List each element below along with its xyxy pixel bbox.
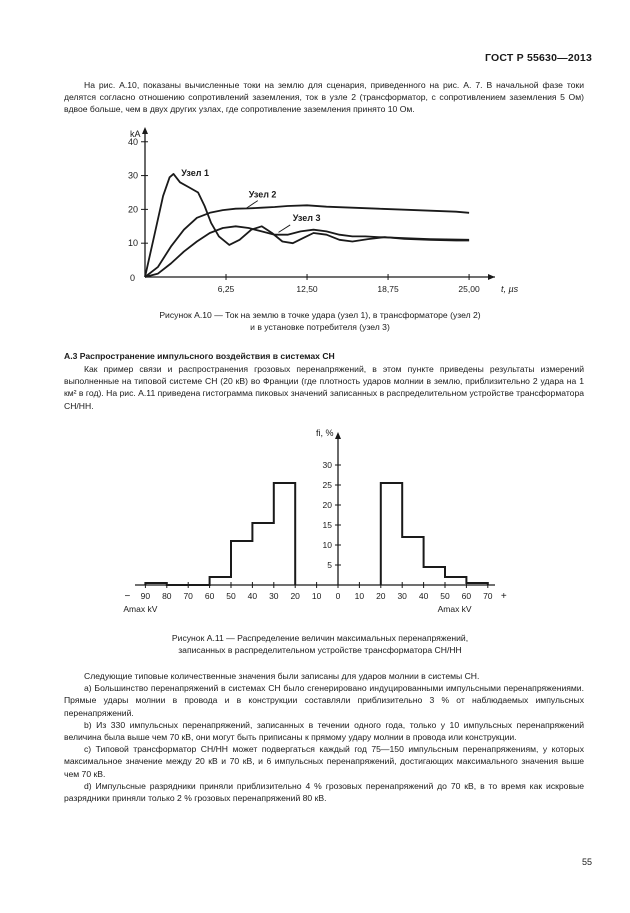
x-tick-label: 60 bbox=[204, 591, 215, 601]
legend-node2: Узел 2 bbox=[248, 189, 277, 200]
intro-paragraph bbox=[64, 79, 584, 116]
finding-item-d: d) Импульсные разрядники приняли приблизительно 4 % грозовых перенапряжений до 70 кВ, в то время как искровые разрядники приняли только 2 % грозовых перенапряжений 80 кВ. bbox=[64, 780, 584, 804]
y-tick-label: 10 bbox=[322, 540, 332, 550]
x-tick-label: 80 bbox=[162, 591, 172, 601]
y-axis-arrow bbox=[335, 432, 341, 439]
x-tick-label: 70 bbox=[483, 591, 493, 601]
y-tick-label: 30 bbox=[322, 460, 332, 470]
figure-a11-chart bbox=[110, 420, 510, 620]
x-tick-label: 10 bbox=[311, 591, 322, 601]
x-axis-label: t, µs bbox=[501, 284, 519, 294]
y-axis-label: fi, % bbox=[316, 428, 334, 438]
y-tick-label: 5 bbox=[327, 560, 332, 570]
section-paragraph bbox=[64, 363, 584, 412]
x-axis-label-left: Amax kV bbox=[123, 604, 158, 614]
figure-a11-caption bbox=[60, 632, 580, 656]
histogram-positive bbox=[381, 483, 488, 585]
x-sign-plus: + bbox=[500, 591, 507, 602]
x-tick-label: 70 bbox=[183, 591, 193, 601]
x-tick-label: 40 bbox=[247, 591, 258, 601]
node1-curve bbox=[145, 174, 469, 277]
x-tick-label: 12,50 bbox=[296, 284, 318, 294]
y-tick-label: 25 bbox=[322, 480, 332, 490]
node3-curve bbox=[145, 226, 469, 277]
x-tick-label: 60 bbox=[461, 591, 472, 601]
page-number: 55 bbox=[581, 857, 592, 867]
finding-item-b: b) Из 330 импульсных перенапряжений, записанных в течении одного года, только у 10 импульсных перенапряжений величина была выше чем 70 кВ, они могут быть приписаны к прямому удару молнии в провода или конструкции. bbox=[64, 719, 584, 743]
legend-node3: Узел 3 bbox=[292, 213, 321, 224]
intro-text: На рис. А.10, показаны вычисленные токи на землю для сценария, приведенного на рис. А. 7. В начальной фазе токи делятся согласно отношению сопротивлений заземления, ток в узле 2 (трансформатор, с сопротивлением заземления 5 Ом) вдвое больше, чем в двух других узлах, где сопротивление заземления принято 10 Ом. bbox=[64, 80, 584, 115]
x-tick-label: 50 bbox=[440, 591, 450, 601]
x-axis-arrow bbox=[488, 274, 495, 280]
section-heading: А.3 Распространение импульсного воздействия в системах СН bbox=[64, 351, 335, 361]
y-axis-label: kA bbox=[130, 129, 141, 139]
origin-label: 0 bbox=[129, 273, 135, 283]
y-axis-arrow bbox=[142, 127, 148, 134]
findings-intro: Следующие типовые количественные значения были записаны для ударов молнии в системы СН. bbox=[84, 671, 480, 681]
figure-a10-caption-line2: и в установке потребителя (узел 3) bbox=[250, 322, 390, 333]
legend-node3-leader bbox=[279, 225, 291, 232]
x-tick-label: 20 bbox=[376, 591, 386, 601]
y-tick-label: 20 bbox=[322, 500, 332, 510]
x-tick-label: 40 bbox=[418, 591, 429, 601]
finding-item-a: а) Большинство перенапряжений в системах СН было сгенерировано индуцированными импульсными перенапряжениями. Прямые удары молнии в провода и в конструкции составляли приблизительно 3 % от наблюдаемых импульсных перенапряжений. bbox=[64, 683, 584, 718]
figure-a11-caption-line1: Рисунок А.11 — Распределение величин максимальных перенапряжений, bbox=[171, 633, 469, 643]
x-tick-label: 20 bbox=[290, 591, 300, 601]
x-tick-label: 30 bbox=[269, 591, 279, 601]
x-axis-label-right: Amax kV bbox=[437, 604, 472, 614]
y-tick-label: 10 bbox=[127, 238, 138, 249]
document-header: ГОСТ Р 55630—2013 bbox=[484, 52, 592, 64]
x-tick-label: 30 bbox=[397, 591, 407, 601]
x-tick-label: 6,25 bbox=[217, 284, 235, 294]
x-tick-label: 50 bbox=[226, 591, 236, 601]
legend-node1: Узел 1 bbox=[181, 167, 210, 178]
x-tick-label: 18,75 bbox=[377, 284, 399, 294]
x-sign-minus: − bbox=[124, 591, 131, 602]
y-tick-label: 20 bbox=[127, 204, 138, 215]
findings-block bbox=[64, 670, 584, 804]
y-tick-label: 30 bbox=[127, 170, 138, 181]
histogram-negative bbox=[145, 483, 295, 585]
x-tick-label: 90 bbox=[140, 591, 151, 601]
x-tick-label: 0 bbox=[335, 591, 341, 601]
figure-a10-caption-line1: Рисунок А.10 — Ток на землю в точке удара (узел 1), в трансформаторе (узел 2) bbox=[159, 310, 481, 320]
figure-a11-caption-line2: записанных в распределительном устройстве трансформатора СН/НН bbox=[178, 645, 462, 656]
x-tick-label: 10 bbox=[354, 591, 365, 601]
y-tick-label: 40 bbox=[127, 136, 138, 147]
section-paragraph-text: Как пример связи и распространения грозовых перенапряжений, в этом пункте приведены результаты измерений выполненные на типовой системе СН (20 кВ) во Франции (где плотность ударов молнии в землю, приблизительно 2 удара на 1 км² в год). На рис. А.11 приведена гистограмма пиковых значений записанных в распределительном устройстве трансформатора СН/НН. bbox=[64, 364, 584, 411]
y-tick-label: 15 bbox=[322, 520, 332, 530]
figure-a10-caption bbox=[60, 309, 580, 333]
figure-a10-chart bbox=[110, 125, 519, 300]
x-tick-label: 25,00 bbox=[458, 284, 480, 294]
finding-item-c: c) Типовой трансформатор СН/НН может подвергаться каждый год 75—150 импульсным перенапряжениям, у которых максимальное значение между 20 кВ и 70 кВ, и 6 импульсных перенапряжений, достигающих максимального значения выше чем 70 кВ. bbox=[64, 744, 584, 779]
